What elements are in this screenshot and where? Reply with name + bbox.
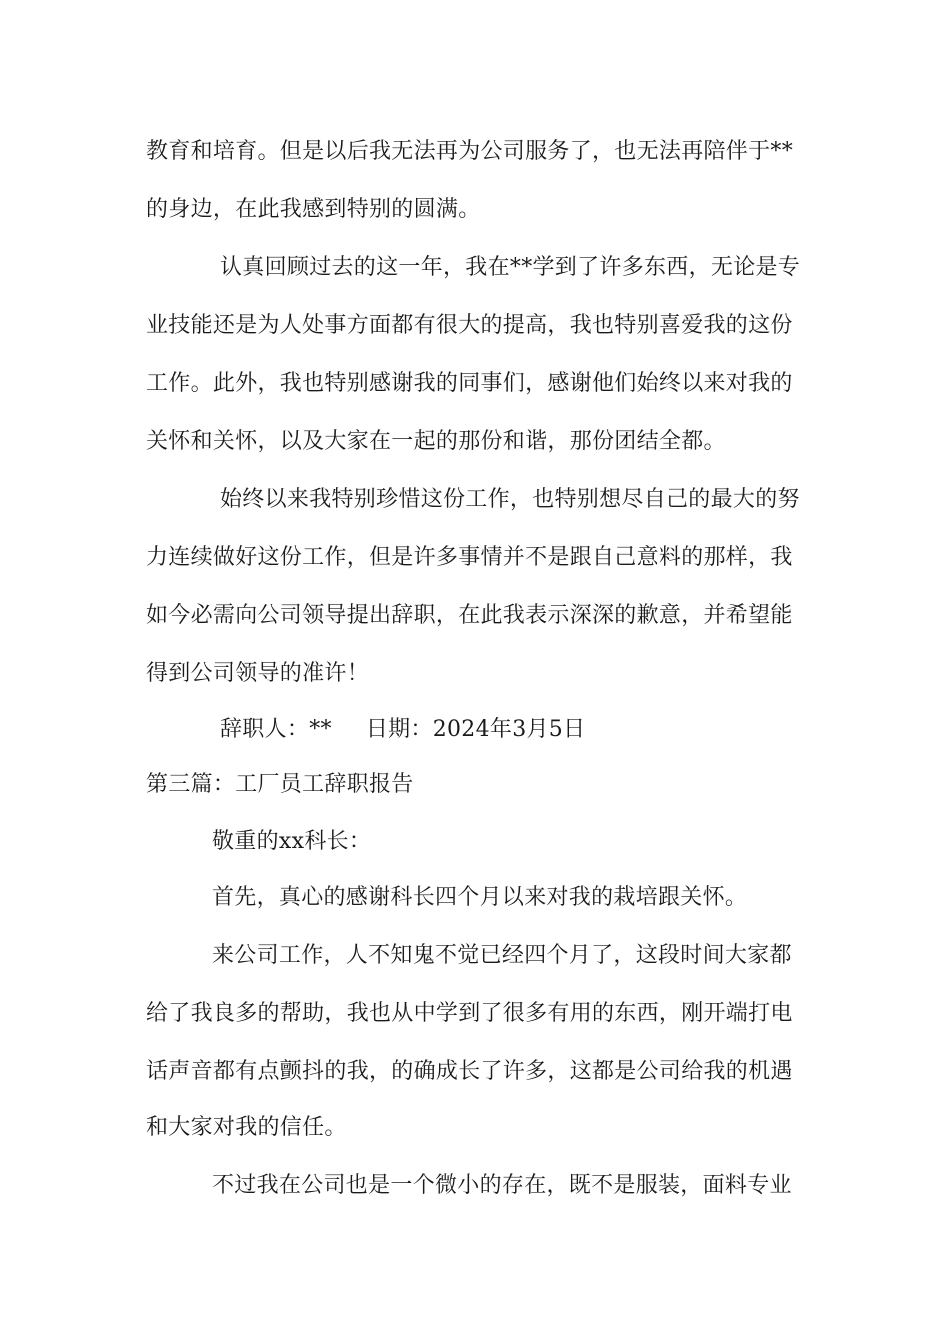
paragraph-line: 首先，真心的感谢科长四个月以来对我的栽培跟关怀。	[212, 885, 748, 910]
paragraph-line: 认真回顾过去的这一年，我在**学到了许多东西，无论是专	[220, 255, 801, 280]
salutation: 敬重的xx科长：	[212, 829, 372, 854]
paragraph-line: 始终以来我特别珍惜这份工作，也特别想尽自己的最大的努	[220, 487, 800, 512]
paragraph-line: 如今必需向公司领导提出辞职，在此我表示深深的歉意，并希望能	[146, 603, 793, 628]
paragraph-line: 力连续做好这份工作，但是许多事情并不是跟自己意料的那样，我	[146, 545, 793, 570]
paragraph-line: 业技能还是为人处事方面都有很大的提高，我也特别喜爱我的这份	[146, 313, 793, 338]
signature-date: 日期：2024年3月5日	[365, 717, 586, 742]
paragraph-line: 和大家对我的信任。	[146, 1115, 347, 1140]
resigner-label: 辞职人：**	[220, 717, 332, 742]
paragraph-line: 工作。此外，我也特别感谢我的同事们，感谢他们始终以来对我的	[146, 371, 793, 396]
paragraph-line: 给了我良多的帮助，我也从中学到了很多有用的东西，刚开端打电	[146, 1001, 793, 1026]
paragraph-line: 得到公司领导的准许！	[146, 661, 370, 686]
paragraph-line: 的身边，在此我感到特别的圆满。	[146, 197, 481, 222]
paragraph-line: 不过我在公司也是一个微小的存在，既不是服装，面料专业	[212, 1173, 792, 1198]
paragraph-line: 话声音都有点颤抖的我，的确成长了许多，这都是公司给我的机遇	[146, 1059, 793, 1084]
paragraph-line: 教育和培育。但是以后我无法再为公司服务了，也无法再陪伴于**	[146, 139, 794, 164]
paragraph-line: 关怀和关怀，以及大家在一起的那份和谐，那份团结全都。	[146, 429, 726, 454]
paragraph-line: 来公司工作，人不知鬼不觉已经四个月了，这段时间大家都	[212, 943, 792, 968]
signature-line	[220, 715, 585, 745]
section-title: 第三篇：工厂员工辞职报告	[146, 772, 414, 797]
